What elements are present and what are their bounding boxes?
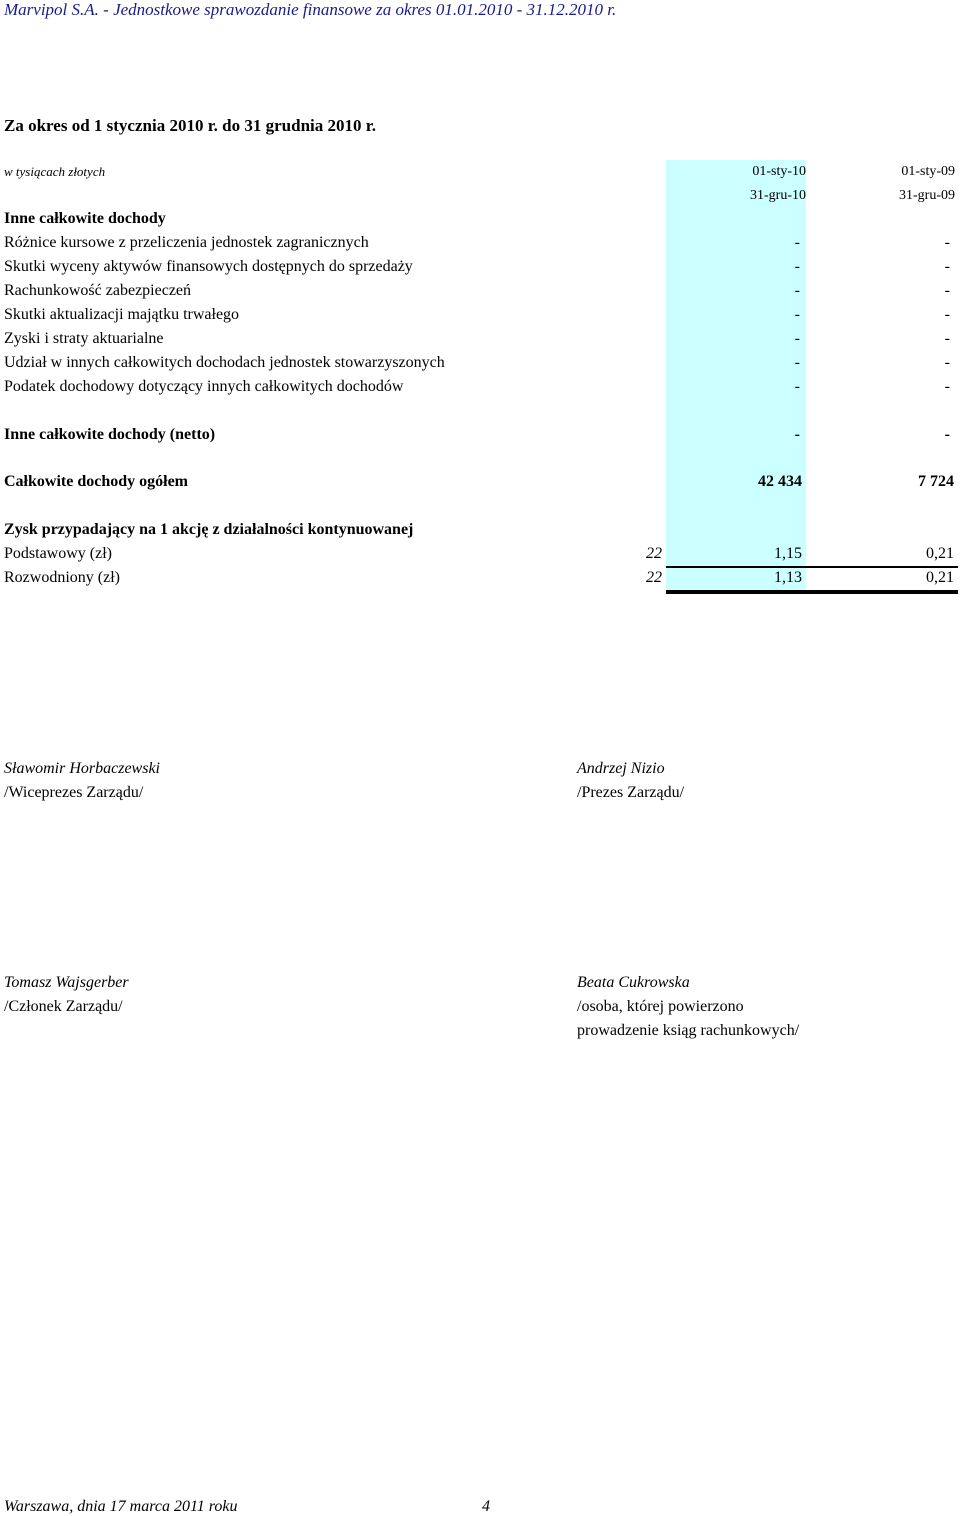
net-row-value-2010: - bbox=[794, 426, 800, 443]
document-header-title: Marvipol S.A. - Jednostkowe sprawozdanie finansowe za okres 01.01.2010 - 31.12.2010 r. bbox=[4, 0, 617, 19]
signature-role: /Prezes Zarządu/ bbox=[577, 784, 685, 801]
eps-basic-value-2009: 0,21 bbox=[926, 545, 954, 562]
eps-title: Zysk przypadający na 1 akcję z działalności kontynuowanej bbox=[4, 521, 414, 538]
row-value-2009: - bbox=[944, 378, 950, 395]
eps-diluted-double-underline bbox=[666, 590, 958, 594]
current-year-column-highlight bbox=[666, 160, 806, 594]
row-label: Skutki wyceny aktywów finansowych dostępnych do sprzedaży bbox=[4, 258, 413, 275]
row-label: Rachunkowość zabezpieczeń bbox=[4, 282, 192, 299]
eps-basic-label: Podstawowy (zł) bbox=[4, 545, 112, 562]
total-row-label: Całkowite dochody ogółem bbox=[4, 473, 188, 490]
signature-name: Tomasz Wajsgerber bbox=[4, 974, 129, 991]
signature-role: /osoba, której powierzono bbox=[577, 998, 744, 1015]
col-2009-from: 01-sty-09 bbox=[901, 164, 955, 179]
eps-basic-note: 22 bbox=[646, 545, 662, 562]
net-row-label: Inne całkowite dochody (netto) bbox=[4, 426, 216, 443]
eps-diluted-value-2009: 0,21 bbox=[926, 569, 954, 586]
row-value-2009: - bbox=[944, 306, 950, 323]
row-label: Skutki aktualizacji majątku trwałego bbox=[4, 306, 240, 323]
section-title: Inne całkowite dochody bbox=[4, 210, 166, 227]
row-value-2010: - bbox=[794, 258, 800, 275]
row-value-2009: - bbox=[944, 258, 950, 275]
col-2010-to: 31-gru-10 bbox=[750, 188, 806, 203]
eps-basic-underline bbox=[666, 566, 958, 568]
col-2009-to: 31-gru-09 bbox=[899, 188, 955, 203]
row-value-2010: - bbox=[794, 234, 800, 251]
eps-diluted-note: 22 bbox=[646, 569, 662, 586]
eps-diluted-label: Rozwodniony (zł) bbox=[4, 569, 120, 586]
col-2010-from: 01-sty-10 bbox=[752, 164, 806, 179]
row-value-2010: - bbox=[794, 330, 800, 347]
signature-name: Beata Cukrowska bbox=[577, 974, 690, 991]
total-row-value-2009: 7 724 bbox=[918, 473, 954, 490]
signature-role-continued: prowadzenie ksiąg rachunkowych/ bbox=[577, 1022, 800, 1039]
net-row-value-2009: - bbox=[944, 426, 950, 443]
row-value-2010: - bbox=[794, 378, 800, 395]
footer-place-date: Warszawa, dnia 17 marca 2011 roku bbox=[4, 1498, 238, 1515]
row-value-2009: - bbox=[944, 234, 950, 251]
row-value-2009: - bbox=[944, 282, 950, 299]
signature-name: Andrzej Nizio bbox=[577, 760, 665, 777]
row-label: Udział w innych całkowitych dochodach jednostek stowarzyszonych bbox=[4, 354, 445, 371]
row-label: Zyski i straty aktuarialne bbox=[4, 330, 164, 347]
units-label: w tysiącach złotych bbox=[4, 164, 106, 179]
eps-diluted-value-2010: 1,13 bbox=[774, 569, 802, 586]
row-label: Różnice kursowe z przeliczenia jednostek zagranicznych bbox=[4, 234, 369, 251]
row-value-2009: - bbox=[944, 330, 950, 347]
eps-basic-value-2010: 1,15 bbox=[774, 545, 802, 562]
signature-name: Sławomir Horbaczewski bbox=[4, 760, 160, 777]
row-value-2010: - bbox=[794, 306, 800, 323]
page-number: 4 bbox=[482, 1498, 490, 1515]
signature-role: /Członek Zarządu/ bbox=[4, 998, 123, 1015]
period-title: Za okres od 1 stycznia 2010 r. do 31 grudnia 2010 r. bbox=[4, 116, 376, 135]
row-value-2010: - bbox=[794, 354, 800, 371]
row-value-2009: - bbox=[944, 354, 950, 371]
total-row-value-2010: 42 434 bbox=[758, 473, 802, 490]
signature-role: /Wiceprezes Zarządu/ bbox=[4, 784, 144, 801]
row-label: Podatek dochodowy dotyczący innych całkowitych dochodów bbox=[4, 378, 404, 395]
row-value-2010: - bbox=[794, 282, 800, 299]
